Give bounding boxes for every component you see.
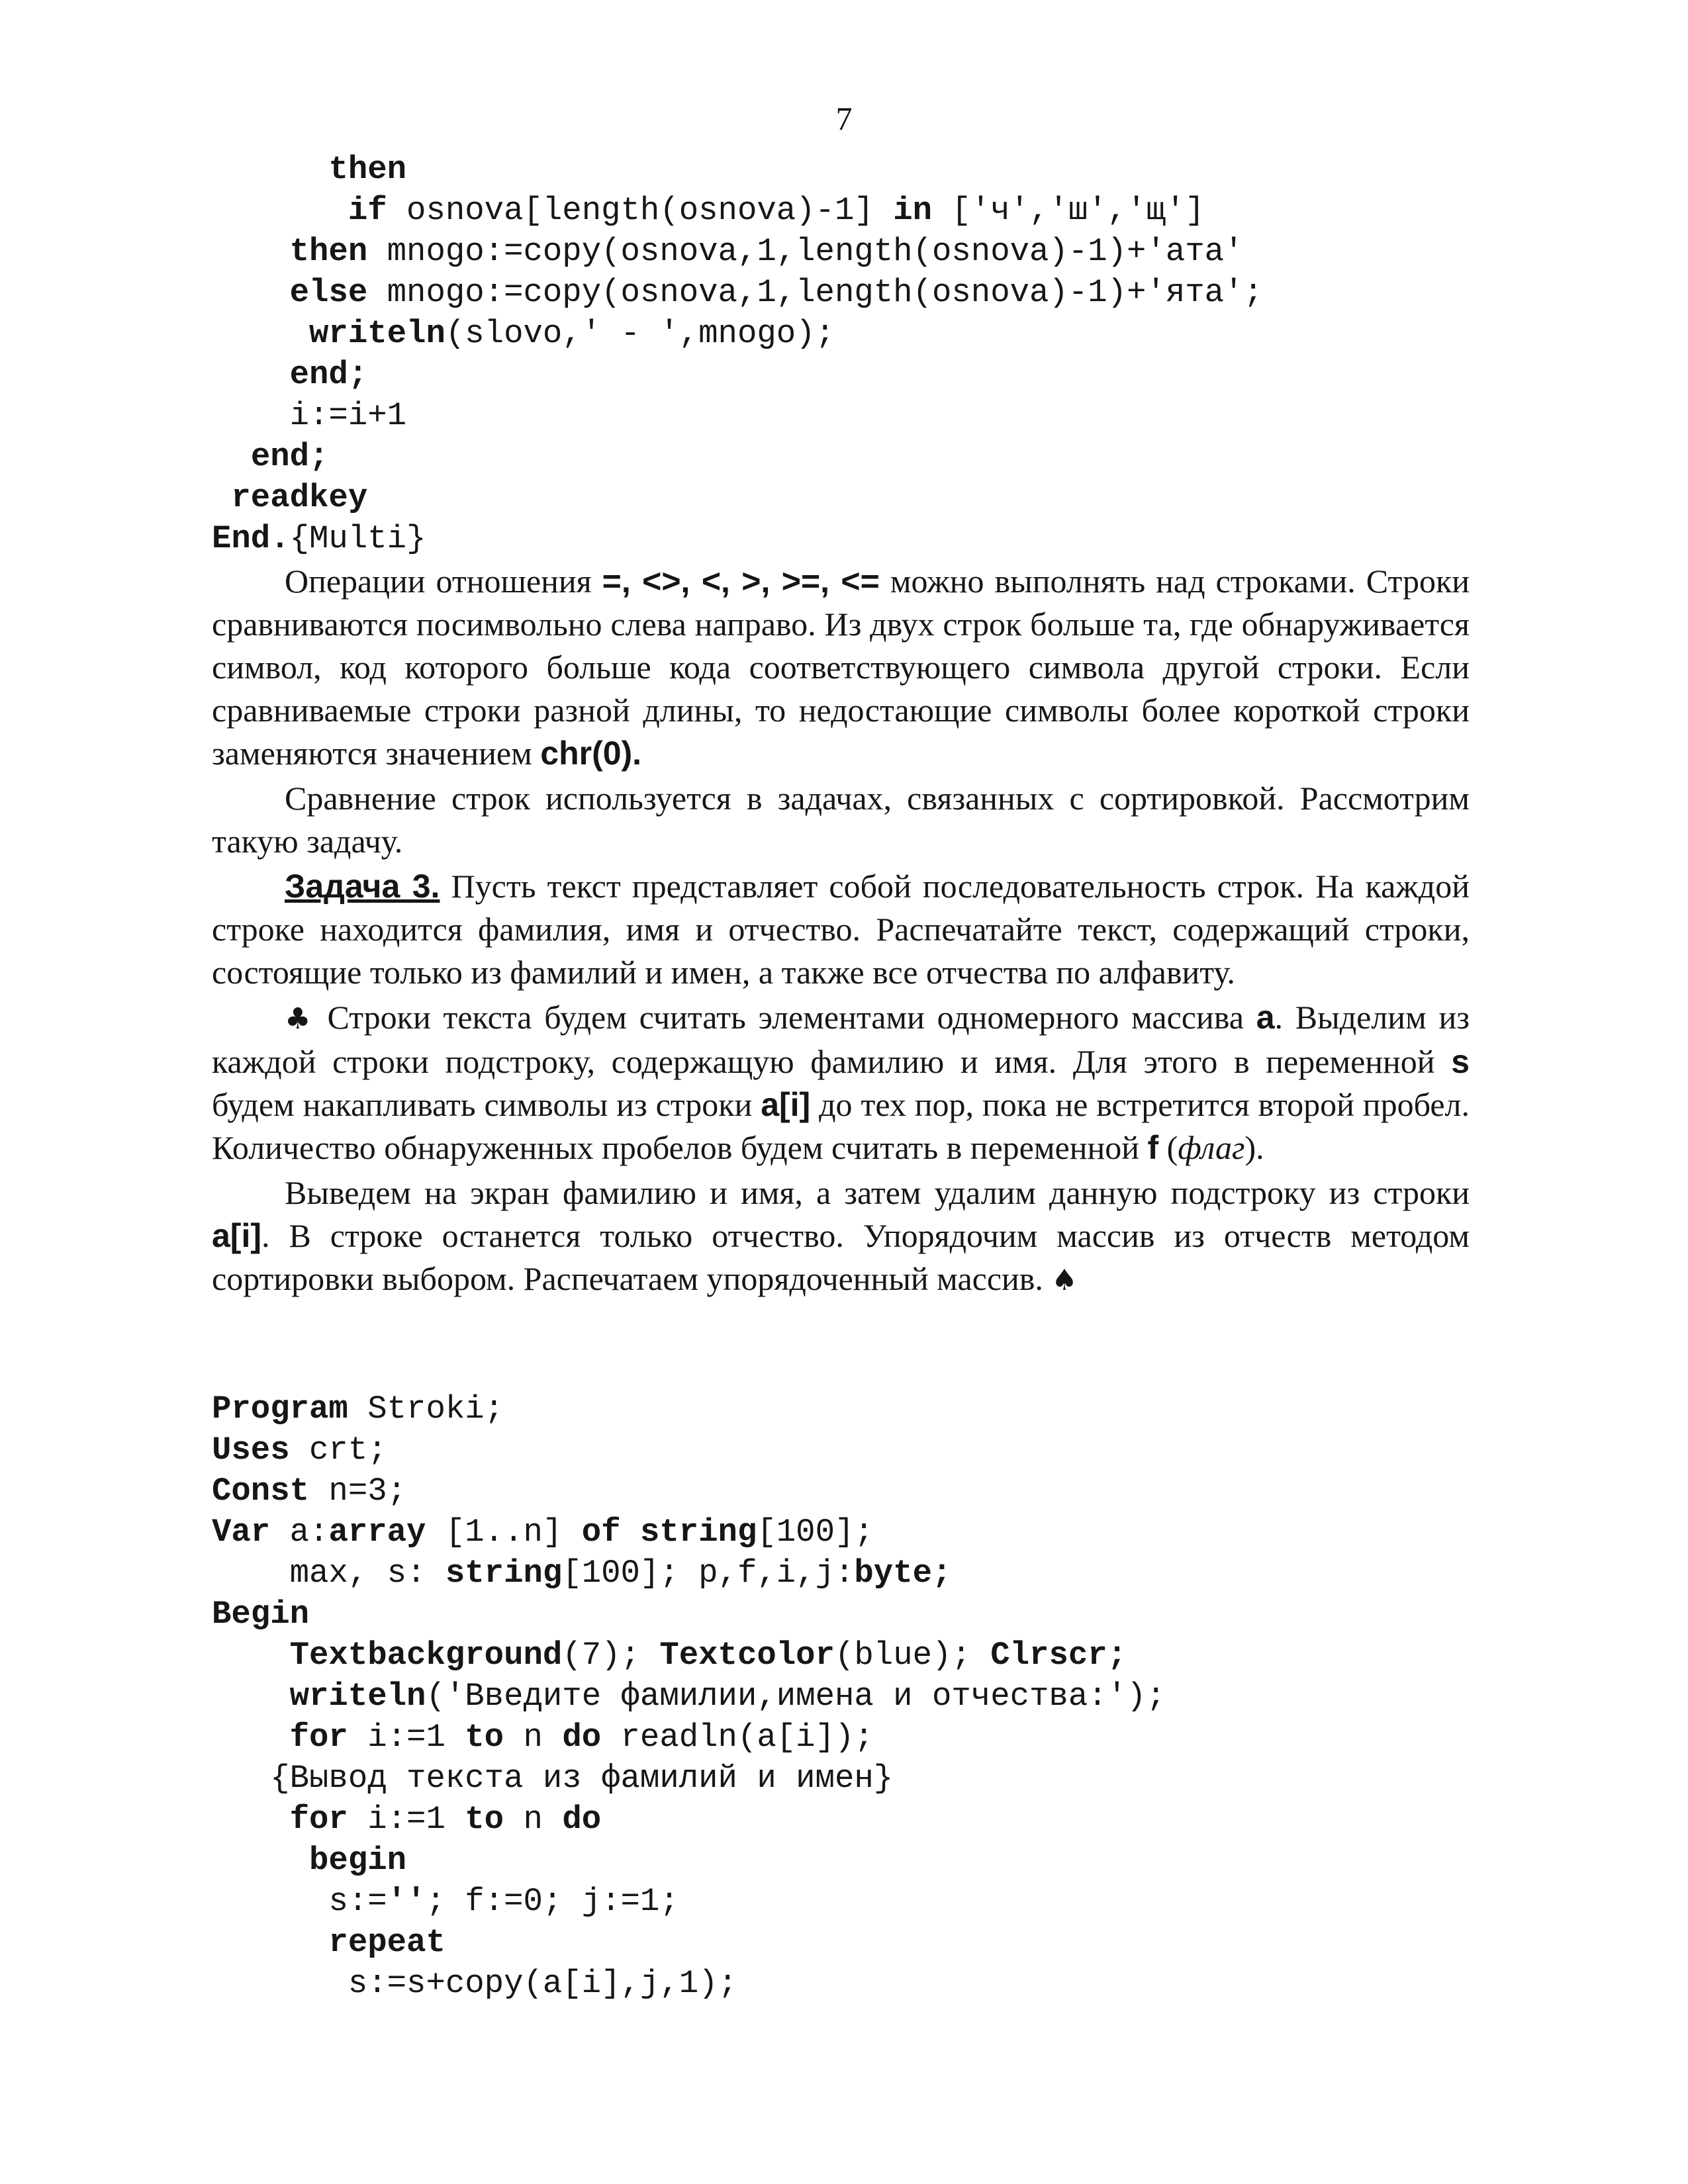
code-top-line — [212, 436, 1536, 477]
code-keyword: of — [581, 1514, 621, 1551]
code-bottom-line — [212, 1799, 1536, 1840]
code-keyword: Const — [212, 1473, 310, 1510]
code-bottom-line — [212, 1553, 1536, 1594]
code-keyword: string — [639, 1514, 757, 1551]
code-text: osnova[length(osnova)-1] — [387, 192, 894, 229]
code-text: mnogo:=copy(osnova,1,length(osnova)-1)+'ата' — [367, 233, 1244, 270]
code-keyword: Program — [212, 1390, 348, 1428]
code-text: ('Введите фамилии,имена и отчества:'); — [426, 1678, 1166, 1715]
code-keyword: Textcolor — [659, 1637, 835, 1674]
code-listing-multi-end — [212, 149, 1536, 559]
task-3: Задача 3. Пусть текст представляет собой последовательность строк. На каждой строке находится фамилия, имя и отчество. Распечатайте текст, содержащий строки, состоящие только из фамилий и имен, а также все отчества по алфавиту. — [212, 868, 1470, 991]
code-keyword: Begin — [212, 1596, 310, 1633]
code-keyword: writeln — [309, 315, 445, 352]
code-text: Stroki; — [348, 1390, 504, 1428]
code-keyword: Clrscr; — [990, 1637, 1127, 1674]
paragraph-relational-operations: Операции отношения =, <>, <, >, >=, <= можно выполнять над строками. Строки сравниваются посимвольно слева направо. Из двух строк больше та, где обнаруживается символ, код которого больше кода соответствующего символа другой строки. Если сравниваемые строки разной длины, то недостающие символы более короткой строки заменяются значением chr(0). — [212, 563, 1470, 772]
code-keyword: writeln — [289, 1678, 426, 1715]
code-text: n — [504, 1801, 563, 1838]
code-keyword: for — [289, 1719, 348, 1756]
code-keyword: array — [328, 1514, 426, 1551]
body-text — [212, 560, 1470, 1304]
code-text: mnogo:=copy(osnova,1,length(osnova)-1)+'ята'; — [367, 274, 1263, 311]
flag-word: флаг — [1178, 1129, 1245, 1166]
code-bottom-line — [212, 1922, 1536, 1963]
code-text: (slovo,' - ',mnogo); — [445, 315, 835, 352]
code-keyword: Uses — [212, 1432, 290, 1469]
code-text: s:= — [328, 1883, 387, 1920]
code-bottom-line — [212, 1635, 1536, 1676]
code-keyword: if — [348, 192, 387, 229]
code-top-line — [212, 477, 1536, 518]
code-text: [1..n] — [426, 1514, 582, 1551]
code-text: ; f:=0; j:=1; — [426, 1883, 679, 1920]
code-bottom-line — [212, 1676, 1536, 1717]
code-keyword: do — [562, 1719, 602, 1756]
code-text: crt; — [289, 1432, 387, 1469]
code-top-line — [212, 272, 1536, 313]
code-listing-program-stroki — [212, 1388, 1536, 2004]
code-bottom-line — [212, 1471, 1536, 1512]
code-text: ['ч','ш','щ'] — [932, 192, 1205, 229]
code-bottom-line — [212, 1840, 1536, 1881]
code-keyword: do — [562, 1801, 602, 1838]
code-bottom-line — [212, 1430, 1536, 1471]
code-top-line — [212, 518, 1536, 559]
code-keyword: begin — [309, 1842, 407, 1879]
code-text: {Multi} — [289, 520, 426, 557]
code-text: a: — [270, 1514, 329, 1551]
code-text: {Вывод текста из фамилий и имен} — [270, 1760, 894, 1797]
code-bottom-line — [212, 1594, 1536, 1635]
code-text: [100]; — [757, 1514, 874, 1551]
code-text: readln(a[i]); — [601, 1719, 874, 1756]
paragraph-string-comparison: Сравнение строк используется в задачах, связанных с сортировкой. Рассмотрим такую задачу. — [212, 780, 1470, 860]
code-text: i:=1 — [348, 1719, 465, 1756]
code-keyword: Var — [212, 1514, 271, 1551]
task-3-label: Задача 3. — [285, 868, 440, 905]
code-bottom-line — [212, 1512, 1536, 1553]
code-text: [100]; p,f,i,j: — [562, 1555, 855, 1592]
code-keyword: end; — [250, 438, 329, 475]
code-bottom-line — [212, 1758, 1536, 1799]
operators-list: =, <>, <, >, >=, <= — [602, 563, 880, 600]
code-keyword: string — [445, 1555, 563, 1592]
code-text: n=3; — [309, 1473, 407, 1510]
page-number: 7 — [835, 100, 853, 137]
code-keyword: then — [328, 151, 407, 188]
code-keyword: to — [465, 1719, 504, 1756]
code-bottom-line — [212, 1717, 1536, 1758]
code-keyword: End. — [212, 520, 290, 557]
code-keyword: byte; — [854, 1555, 952, 1592]
code-text: (blue); — [834, 1637, 991, 1674]
var-f: f — [1147, 1129, 1159, 1166]
chr-zero: chr(0). — [540, 735, 642, 772]
code-bottom-line — [212, 1881, 1536, 1922]
spade-icon: ♠ — [1051, 1263, 1078, 1297]
club-icon: ♣ — [285, 1002, 315, 1036]
code-text: max, s: — [289, 1555, 445, 1592]
code-text — [621, 1514, 640, 1551]
code-bottom-line — [212, 1388, 1536, 1430]
code-keyword: in — [893, 192, 932, 229]
var-ai: a[i] — [761, 1086, 811, 1123]
var-a: a — [1256, 999, 1275, 1036]
code-keyword: end; — [289, 356, 368, 393]
code-keyword: readkey — [231, 479, 368, 516]
code-text: s:=s+copy(a[i],j,1); — [348, 1965, 737, 2002]
code-keyword: repeat — [328, 1924, 445, 1961]
code-top-line — [212, 395, 1536, 436]
code-top-line — [212, 313, 1536, 354]
paragraph-solution-output: Выведем на экран фамилию и имя, а затем удалим данную подстроку из строки a[i]. В строке останется только отчество. Упорядочим массив из отчеств методом сортировки выбором. Распечатаем упорядоченный массив. ♠ — [212, 1174, 1470, 1297]
code-top-line — [212, 190, 1536, 231]
code-bottom-line — [212, 1963, 1536, 2004]
code-text: i:=i+1 — [289, 397, 407, 434]
code-keyword: then — [289, 233, 368, 270]
code-keyword: '' — [387, 1883, 426, 1920]
code-keyword: for — [289, 1801, 348, 1838]
code-text: i:=1 — [348, 1801, 465, 1838]
code-keyword: to — [465, 1801, 504, 1838]
var-ai-2: a[i] — [212, 1217, 261, 1254]
code-keyword: Textbackground — [289, 1637, 563, 1674]
code-top-line — [212, 354, 1536, 395]
code-top-line — [212, 231, 1536, 272]
code-top-line — [212, 149, 1536, 190]
code-text: (7); — [562, 1637, 660, 1674]
var-s: s — [1451, 1043, 1470, 1080]
code-keyword: else — [289, 274, 368, 311]
paragraph-solution-idea: ♣ Строки текста будем считать элементами одномерного массива a. Выделим из каждой строки подстроку, содержащую фамилию и имя. Для этого в переменной s будем накапливать символы из строки a[i] до тех пор, пока не встретится второй пробел. Количество обнаруженных пробелов будем считать в переменной f (флаг). — [212, 999, 1470, 1166]
code-text: n — [504, 1719, 563, 1756]
